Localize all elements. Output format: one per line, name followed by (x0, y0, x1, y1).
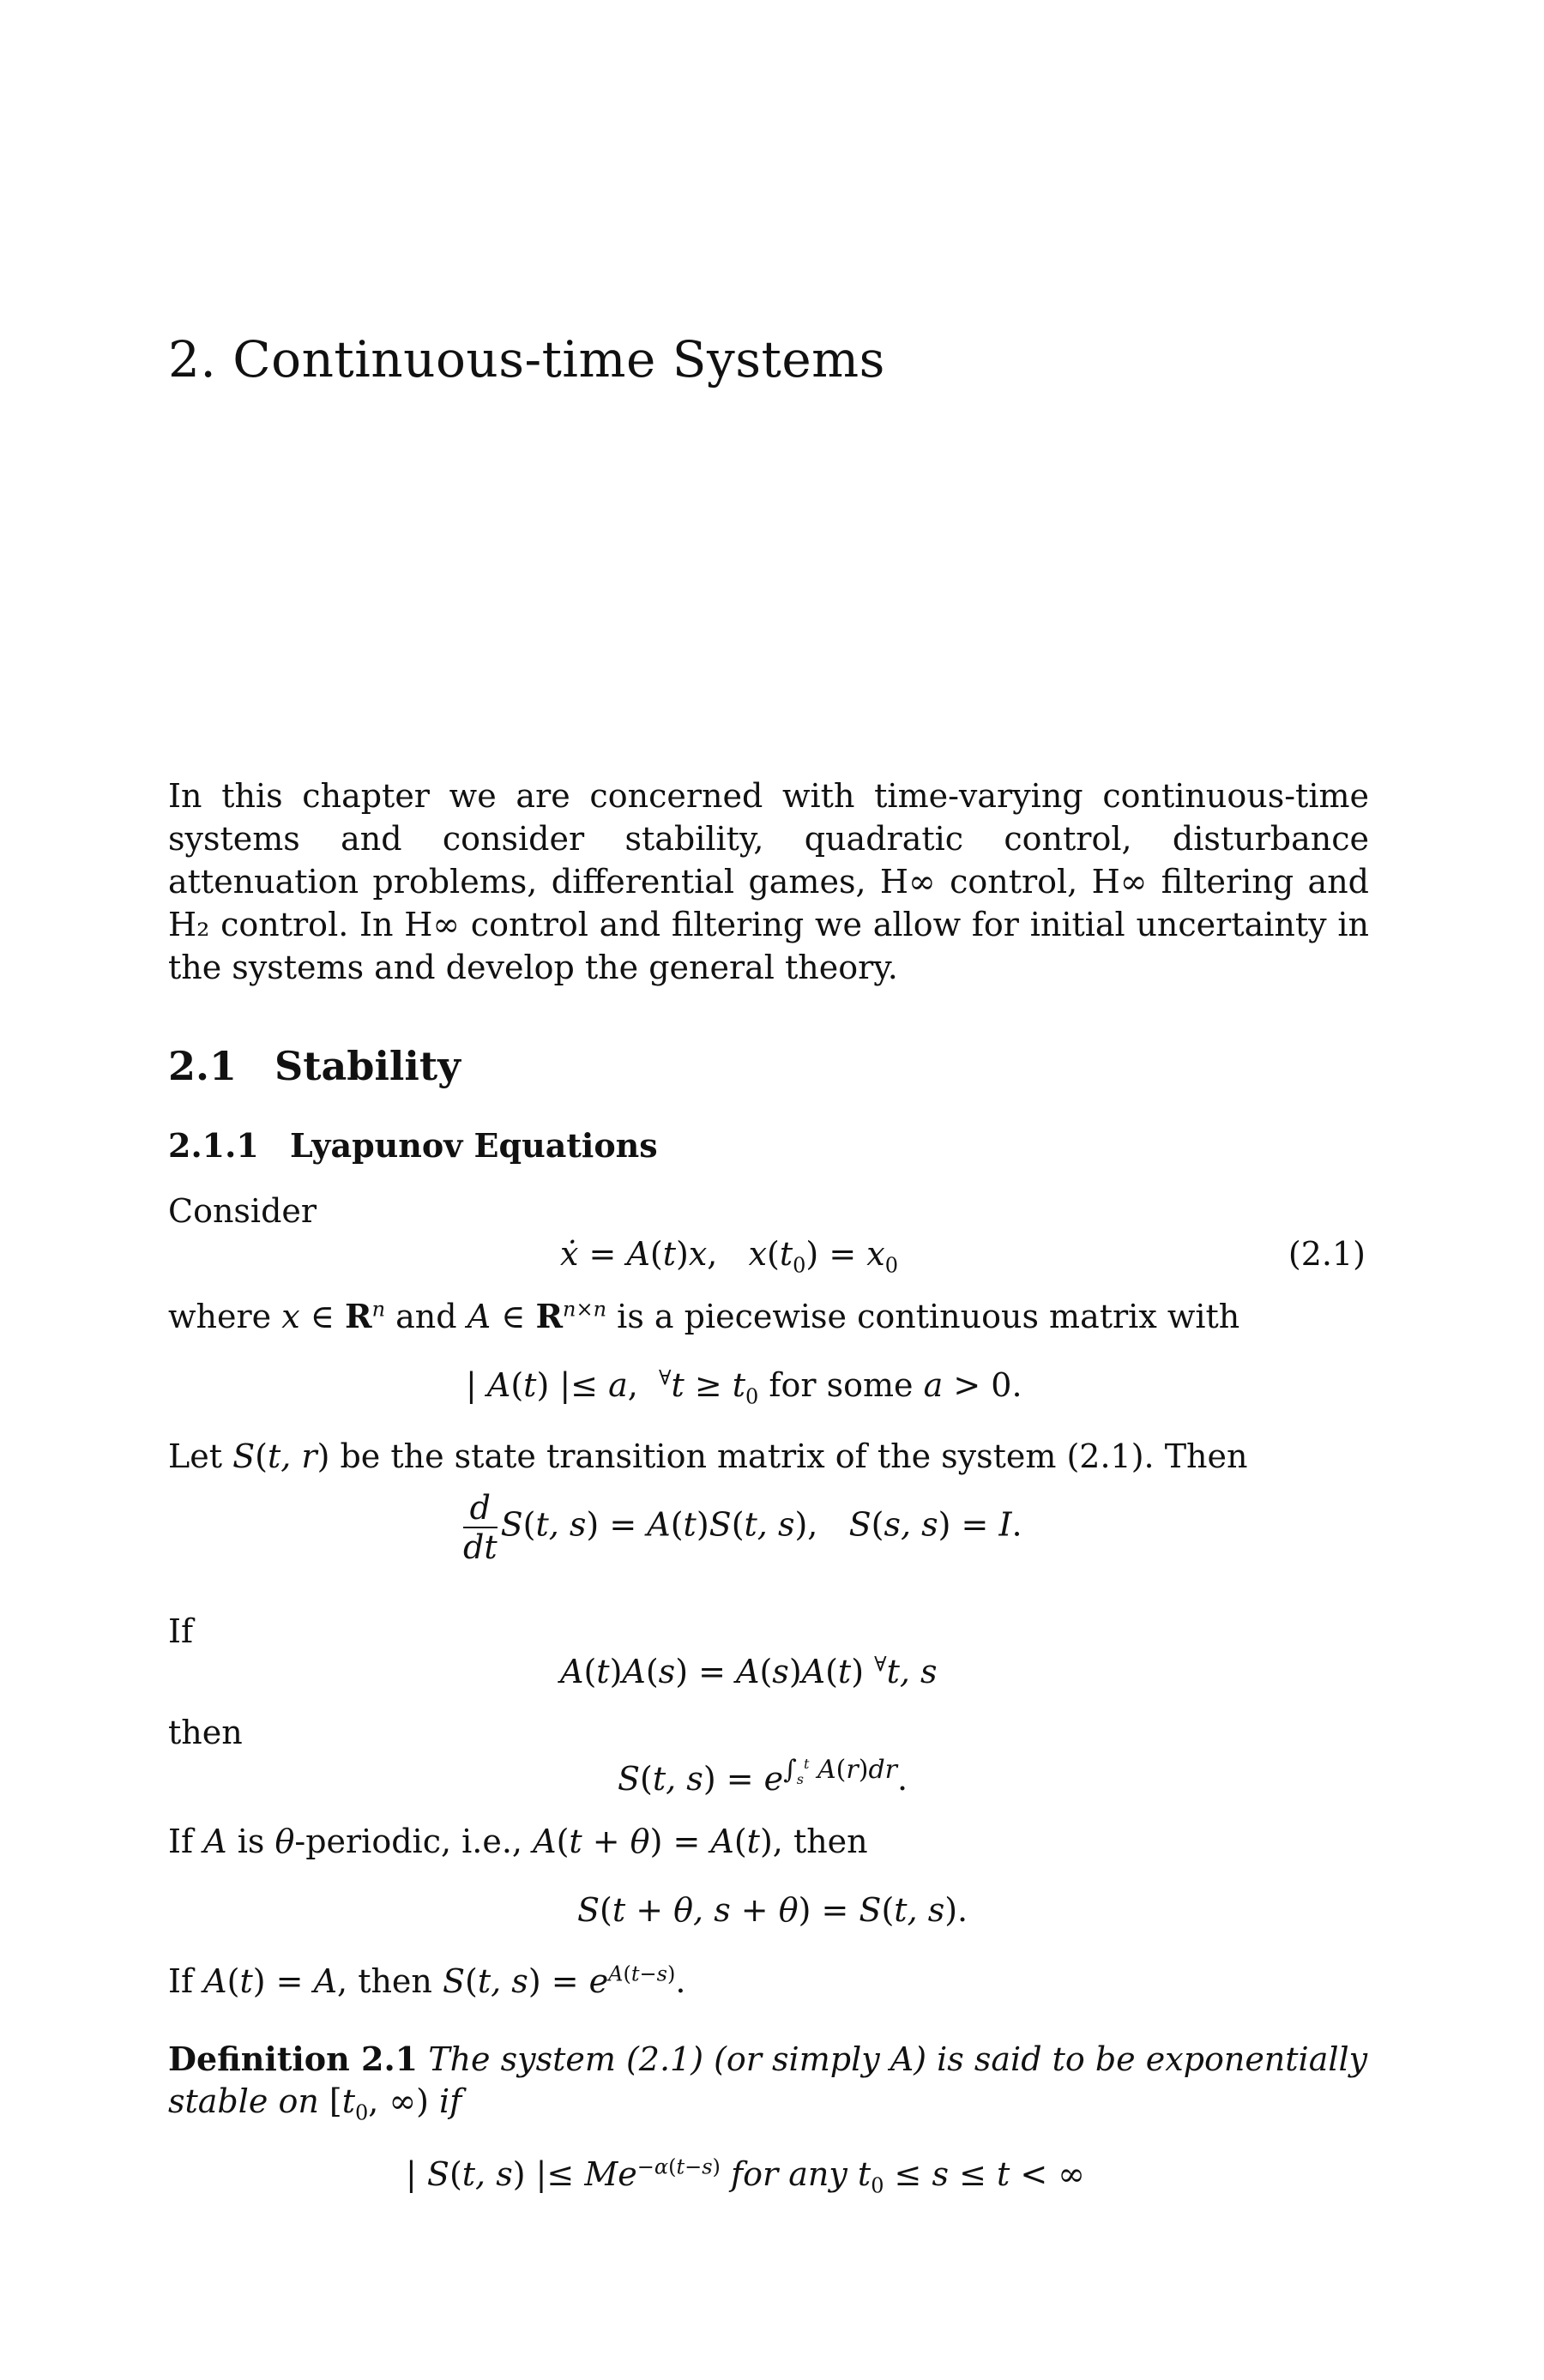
definition-line-2: stable on [$t_0$, ∞) if (168, 2082, 462, 2125)
constant-line: If A(t) = A, then S(t, $s) = e^{A(t-s)}$. (168, 1961, 686, 2000)
section-number: 2.1 (168, 1043, 238, 1089)
equation-number-2-1: (2.1) (1288, 1235, 1366, 1273)
periodic-equation: S(t + θ, s + θ) = S(t, s). (577, 1891, 968, 1929)
exponential-solution-equation: S(t, $s) = e^{\int_s^t A(r)dr}$. (618, 1755, 908, 1798)
exponential-stability-inequality: | S(t, s) |≤ $Me^{-\alpha(t-s)}$ for any $t_0 \le s \le t$ < ∞ (406, 2154, 1085, 2198)
commute-equation: A(t)A(s) = A(s)A(t) ∀t, s (560, 1652, 938, 1690)
periodic-line: If A is θ-periodic, i.e., A(t + θ) = A(t), then (168, 1823, 868, 1860)
subsection-title: Lyapunov Equations (290, 1126, 658, 1165)
derivative-equation: $\frac{d}{dt}$ S(t, s) = A(t)S(t, s), S(s, s) = I. (463, 1489, 1022, 1566)
then-text-1: then (168, 1714, 243, 1751)
intro-paragraph (168, 774, 1369, 989)
where-line: where x ∈ $R^n$ and A ∈ $R^{n\times n}$ is a piecewise continuous matrix with (168, 1297, 1240, 1335)
subsection-heading (168, 1126, 658, 1165)
let-line: Let S(t, r) be the state transition matrix of the system (2.1). Then (168, 1437, 1248, 1475)
definition-line-1: Definition 2.1 The system (2.1) (or simply A) is said to be exponentially (168, 2040, 1368, 2078)
equation-2-1: ẋ = A(t)x, $x(t_0) = x_0$ (560, 1235, 898, 1278)
definition-label: Definition 2.1 (168, 2040, 419, 2078)
chapter-title: 2. Continuous-time Systems (168, 330, 885, 389)
section-title: Stability (274, 1043, 461, 1089)
consider-text: Consider (168, 1192, 317, 1230)
if-text-1: If (168, 1612, 194, 1650)
intro-text: In this chapter we are concerned with time-varying continuous-time systems and consider stability, quadratic control, disturbance attenuation problems, differential games, H∞ control, H∞ filtering and H₂ control. In H∞ control and filtering we allow for initial uncertainty in the systems and develop the general theory. (168, 777, 1369, 986)
subsection-number: 2.1.1 (168, 1126, 259, 1165)
bound-equation: | A(t) |≤ a, $^\forall t \ge t_0$ for some a > 0. (466, 1365, 1022, 1409)
section-heading (168, 1043, 461, 1089)
